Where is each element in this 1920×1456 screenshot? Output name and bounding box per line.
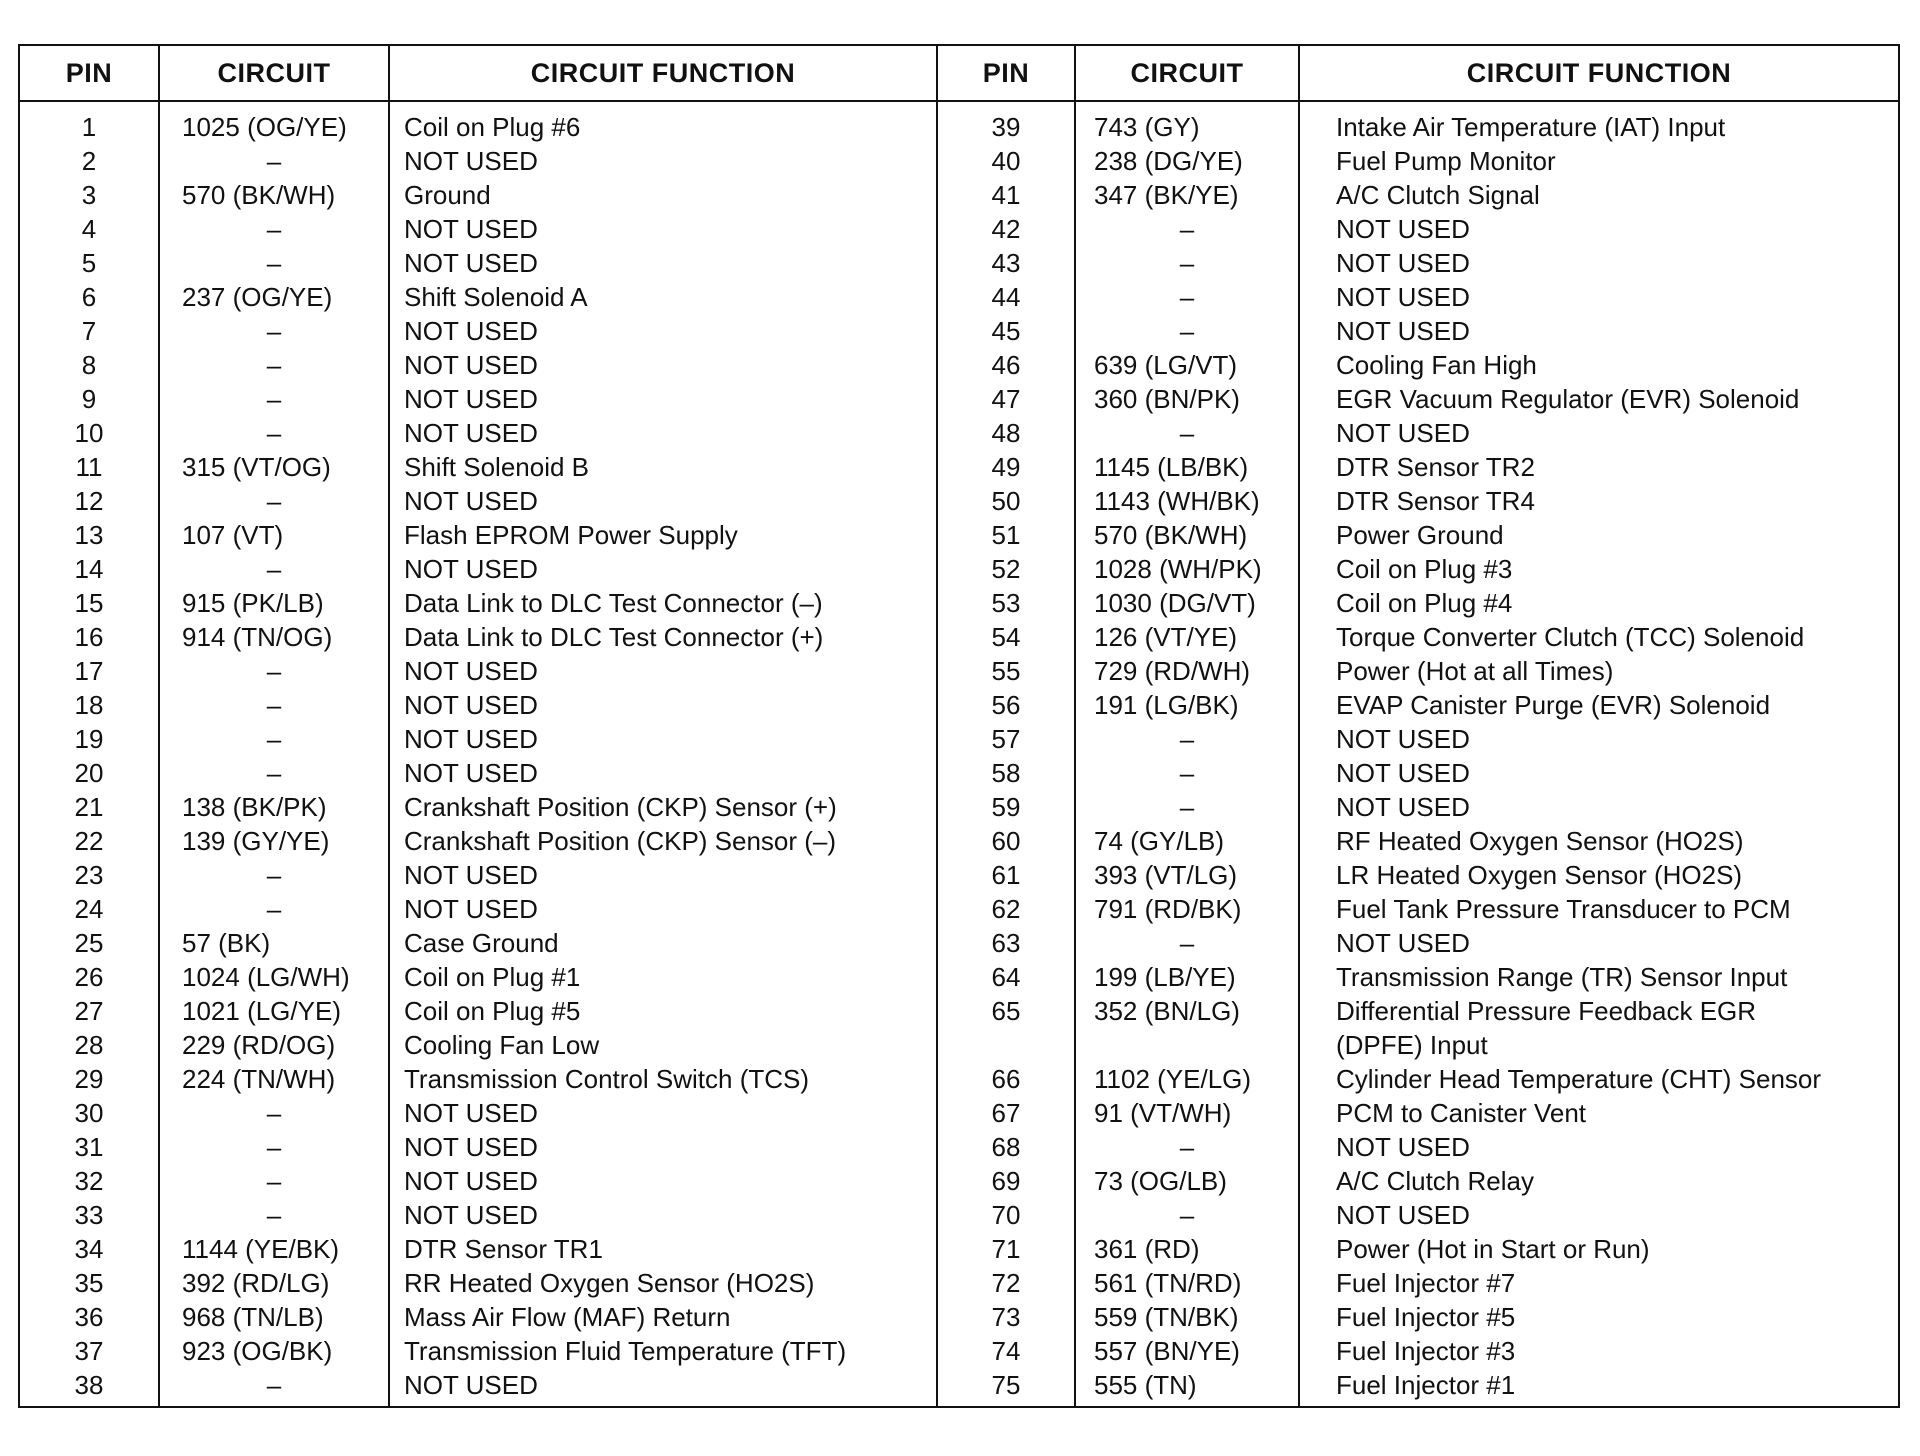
table-row <box>20 1232 1898 1266</box>
pin-cell: 51 <box>991 520 1021 550</box>
circuit-cell: 570 (BK/WH) <box>182 180 336 210</box>
pin-cell: 5 <box>81 248 97 278</box>
circuit-cell: – <box>266 248 282 278</box>
header-pin-right: PIN <box>982 57 1030 88</box>
function-cell: DTR Sensor TR2 <box>1336 452 1535 482</box>
circuit-cell: – <box>266 418 282 448</box>
table-row <box>20 246 1898 280</box>
pin-cell: 2 <box>81 146 97 176</box>
pin-cell: 69 <box>991 1166 1021 1196</box>
circuit-cell: – <box>266 486 282 516</box>
pin-cell: 10 <box>74 418 104 448</box>
function-cell: NOT USED <box>404 656 538 686</box>
function-cell: Fuel Injector #5 <box>1336 1302 1516 1332</box>
header-function-left: CIRCUIT FUNCTION <box>530 57 796 88</box>
circuit-cell: – <box>1179 316 1195 346</box>
function-cell: Power Ground <box>1336 520 1504 550</box>
function-cell: Transmission Control Switch (TCS) <box>404 1064 810 1094</box>
pin-cell: 7 <box>81 316 97 346</box>
function-cell: EGR Vacuum Regulator (EVR) Solenoid <box>1336 384 1800 414</box>
pin-cell: 72 <box>991 1268 1021 1298</box>
table-row <box>20 960 1898 994</box>
circuit-cell: – <box>266 690 282 720</box>
function-cell: NOT USED <box>404 418 538 448</box>
circuit-cell: – <box>266 724 282 754</box>
pin-cell: 34 <box>74 1234 104 1264</box>
function-cell: NOT USED <box>404 1098 538 1128</box>
circuit-cell: 1145 (LB/BK) <box>1094 452 1249 482</box>
circuit-cell: 1024 (LG/WH) <box>182 962 350 992</box>
pin-cell: 46 <box>991 350 1021 380</box>
function-cell: NOT USED <box>1336 1200 1470 1230</box>
pin-cell: 32 <box>74 1166 104 1196</box>
pin-cell: 14 <box>74 554 104 584</box>
circuit-cell: 557 (BN/YE) <box>1094 1336 1240 1366</box>
circuit-cell: 570 (BK/WH) <box>1094 520 1248 550</box>
function-cell: NOT USED <box>1336 418 1470 448</box>
table-row <box>20 790 1898 824</box>
header-pin-left: PIN <box>65 57 113 88</box>
pin-cell: 4 <box>81 214 97 244</box>
pin-cell: 65 <box>991 996 1021 1026</box>
circuit-cell: – <box>1179 1200 1195 1230</box>
function-cell: NOT USED <box>404 758 538 788</box>
function-cell: A/C Clutch Relay <box>1336 1166 1534 1196</box>
function-cell: Differential Pressure Feedback EGR <box>1336 996 1757 1026</box>
circuit-cell: 791 (RD/BK) <box>1094 894 1242 924</box>
table-row <box>20 1368 1898 1402</box>
table-row <box>20 348 1898 382</box>
pin-cell: 59 <box>991 792 1021 822</box>
circuit-cell: – <box>1179 418 1195 448</box>
pin-cell: 56 <box>991 690 1021 720</box>
function-cell: Coil on Plug #1 <box>404 962 581 992</box>
circuit-cell: 1143 (WH/BK) <box>1094 486 1260 516</box>
function-cell: Torque Converter Clutch (TCC) Solenoid <box>1336 622 1805 652</box>
pin-cell: 61 <box>991 860 1021 890</box>
circuit-cell: 224 (TN/WH) <box>182 1064 336 1094</box>
pin-cell: 40 <box>991 146 1021 176</box>
circuit-cell: – <box>1179 282 1195 312</box>
pin-cell <box>938 1028 1074 1062</box>
function-cell: Data Link to DLC Test Connector (–) <box>404 588 823 618</box>
pin-cell: 71 <box>991 1234 1021 1264</box>
circuit-cell: 1028 (WH/PK) <box>1094 554 1262 584</box>
function-cell: NOT USED <box>1336 792 1470 822</box>
pin-cell: 50 <box>991 486 1021 516</box>
pin-cell: 54 <box>991 622 1021 652</box>
function-cell: NOT USED <box>404 146 538 176</box>
circuit-cell: – <box>266 316 282 346</box>
table-row <box>20 382 1898 416</box>
function-cell: Coil on Plug #6 <box>404 112 581 142</box>
table-row <box>20 1028 1898 1062</box>
table-row <box>20 654 1898 688</box>
function-cell: Power (Hot in Start or Run) <box>1336 1234 1650 1264</box>
circuit-cell: 229 (RD/OG) <box>182 1030 336 1060</box>
pin-cell: 43 <box>991 248 1021 278</box>
circuit-cell: 237 (OG/YE) <box>182 282 333 312</box>
header-function-right: CIRCUIT FUNCTION <box>1466 57 1732 88</box>
circuit-cell: – <box>266 214 282 244</box>
pin-cell: 39 <box>991 112 1021 142</box>
function-cell: PCM to Canister Vent <box>1336 1098 1586 1128</box>
circuit-cell: 1025 (OG/YE) <box>182 112 347 142</box>
circuit-cell: – <box>266 758 282 788</box>
function-cell: NOT USED <box>404 486 538 516</box>
pin-cell: 75 <box>991 1370 1021 1400</box>
function-cell: A/C Clutch Signal <box>1336 180 1540 210</box>
table-row <box>20 280 1898 314</box>
table-row <box>20 688 1898 722</box>
pin-cell: 9 <box>81 384 97 414</box>
pin-cell: 63 <box>991 928 1021 958</box>
function-cell: Shift Solenoid B <box>404 452 590 482</box>
table-row <box>20 178 1898 212</box>
circuit-cell: – <box>1179 248 1195 278</box>
pin-cell: 70 <box>991 1200 1021 1230</box>
pin-cell: 57 <box>991 724 1021 754</box>
circuit-cell: 73 (OG/LB) <box>1094 1166 1227 1196</box>
pin-cell: 53 <box>991 588 1021 618</box>
circuit-cell: 393 (VT/LG) <box>1094 860 1238 890</box>
function-cell: DTR Sensor TR4 <box>1336 486 1535 516</box>
table-row <box>20 858 1898 892</box>
table-row <box>20 892 1898 926</box>
function-cell: DTR Sensor TR1 <box>404 1234 603 1264</box>
pin-cell: 15 <box>74 588 104 618</box>
function-cell: Fuel Injector #7 <box>1336 1268 1516 1298</box>
function-cell: Cylinder Head Temperature (CHT) Sensor <box>1336 1064 1822 1094</box>
pin-cell: 36 <box>74 1302 104 1332</box>
pin-cell: 52 <box>991 554 1021 584</box>
circuit-cell: – <box>1179 214 1195 244</box>
pin-cell: 37 <box>74 1336 104 1366</box>
function-cell: Data Link to DLC Test Connector (+) <box>404 622 824 652</box>
pin-cell: 11 <box>75 452 103 482</box>
header-divider <box>20 100 1898 102</box>
function-cell: Intake Air Temperature (IAT) Input <box>1336 112 1726 142</box>
circuit-cell: 1144 (YE/BK) <box>182 1234 340 1264</box>
circuit-cell: 57 (BK) <box>182 928 271 958</box>
table-row <box>20 1300 1898 1334</box>
function-cell: NOT USED <box>404 1200 538 1230</box>
circuit-cell: 361 (RD) <box>1094 1234 1200 1264</box>
pin-cell: 25 <box>74 928 104 958</box>
header-circuit-right: CIRCUIT <box>1130 57 1244 88</box>
table-row <box>20 212 1898 246</box>
function-cell: NOT USED <box>404 316 538 346</box>
function-cell: NOT USED <box>404 894 538 924</box>
pin-cell: 26 <box>74 962 104 992</box>
function-cell: LR Heated Oxygen Sensor (HO2S) <box>1336 860 1743 890</box>
pin-cell: 3 <box>81 180 97 210</box>
pin-cell: 33 <box>74 1200 104 1230</box>
table-row <box>20 552 1898 586</box>
circuit-cell: 360 (BN/PK) <box>1094 384 1240 414</box>
circuit-cell: 915 (PK/LB) <box>182 588 324 618</box>
circuit-cell: 555 (TN) <box>1094 1370 1197 1400</box>
circuit-cell: 107 (VT) <box>182 520 284 550</box>
pin-cell: 45 <box>991 316 1021 346</box>
circuit-cell: 352 (BN/LG) <box>1094 996 1240 1026</box>
function-cell: NOT USED <box>404 1370 538 1400</box>
function-cell: EVAP Canister Purge (EVR) Solenoid <box>1336 690 1771 720</box>
function-cell: RR Heated Oxygen Sensor (HO2S) <box>404 1268 815 1298</box>
table-row <box>20 722 1898 756</box>
circuit-cell: – <box>266 554 282 584</box>
function-cell: NOT USED <box>1336 214 1470 244</box>
function-cell: (DPFE) Input <box>1336 1030 1488 1060</box>
pin-cell: 28 <box>74 1030 104 1060</box>
function-cell: Fuel Tank Pressure Transducer to PCM <box>1336 894 1791 924</box>
function-cell: Crankshaft Position (CKP) Sensor (–) <box>404 826 837 856</box>
circuit-cell: – <box>266 656 282 686</box>
pin-cell: 21 <box>74 792 104 822</box>
circuit-cell: 238 (DG/YE) <box>1094 146 1243 176</box>
pin-cell: 49 <box>991 452 1021 482</box>
circuit-cell: 914 (TN/OG) <box>182 622 333 652</box>
pin-cell: 58 <box>991 758 1021 788</box>
circuit-cell: 392 (RD/LG) <box>182 1268 330 1298</box>
function-cell: NOT USED <box>404 384 538 414</box>
function-cell: Fuel Injector #3 <box>1336 1336 1516 1366</box>
pin-cell: 30 <box>74 1098 104 1128</box>
table-row <box>20 756 1898 790</box>
function-cell: NOT USED <box>404 214 538 244</box>
pin-cell: 68 <box>991 1132 1021 1162</box>
function-cell: NOT USED <box>1336 1132 1470 1162</box>
function-cell: NOT USED <box>404 248 538 278</box>
circuit-cell: 968 (TN/LB) <box>182 1302 324 1332</box>
circuit-cell: 1102 (YE/LG) <box>1094 1064 1252 1094</box>
pin-cell: 66 <box>991 1064 1021 1094</box>
pin-cell: 48 <box>991 418 1021 448</box>
table-row <box>20 1164 1898 1198</box>
circuit-cell: 639 (LG/VT) <box>1094 350 1238 380</box>
table-row <box>20 1096 1898 1130</box>
circuit-cell: 74 (GY/LB) <box>1094 826 1225 856</box>
function-cell: Ground <box>404 180 491 210</box>
table-row <box>20 1266 1898 1300</box>
circuit-cell: 191 (LG/BK) <box>1094 690 1239 720</box>
function-cell: Coil on Plug #5 <box>404 996 581 1026</box>
circuit-cell: 315 (VT/OG) <box>182 452 331 482</box>
function-cell: Fuel Pump Monitor <box>1336 146 1556 176</box>
circuit-cell: – <box>266 146 282 176</box>
circuit-cell: 126 (VT/YE) <box>1094 622 1238 652</box>
circuit-cell: – <box>266 1098 282 1128</box>
function-cell: NOT USED <box>404 860 538 890</box>
pin-cell: 8 <box>81 350 97 380</box>
function-cell: NOT USED <box>1336 316 1470 346</box>
right-rows <box>20 110 1898 1402</box>
table-row <box>20 824 1898 858</box>
function-cell: NOT USED <box>404 554 538 584</box>
header-circuit-left: CIRCUIT <box>217 57 331 88</box>
table-row <box>20 620 1898 654</box>
table-row <box>20 110 1898 144</box>
function-cell: Coil on Plug #3 <box>1336 554 1513 584</box>
pin-cell: 62 <box>991 894 1021 924</box>
function-cell: NOT USED <box>1336 928 1470 958</box>
function-cell: Crankshaft Position (CKP) Sensor (+) <box>404 792 837 822</box>
circuit-cell: 561 (TN/RD) <box>1094 1268 1242 1298</box>
function-cell: Shift Solenoid A <box>404 282 588 312</box>
pin-cell: 24 <box>74 894 104 924</box>
function-cell: Transmission Range (TR) Sensor Input <box>1336 962 1788 992</box>
circuit-cell: – <box>266 384 282 414</box>
pin-cell: 13 <box>74 520 104 550</box>
function-cell: RF Heated Oxygen Sensor (HO2S) <box>1336 826 1744 856</box>
circuit-cell: – <box>266 860 282 890</box>
pin-cell: 41 <box>991 180 1021 210</box>
function-cell: Coil on Plug #4 <box>1336 588 1513 618</box>
circuit-cell: 1030 (DG/VT) <box>1094 588 1256 618</box>
pin-cell: 19 <box>74 724 104 754</box>
function-cell: NOT USED <box>404 690 538 720</box>
function-cell: NOT USED <box>404 350 538 380</box>
pin-cell: 47 <box>991 384 1021 414</box>
pin-cell: 6 <box>81 282 97 312</box>
pin-cell: 27 <box>74 996 104 1026</box>
pin-cell: 74 <box>991 1336 1021 1366</box>
function-cell: NOT USED <box>404 724 538 754</box>
circuit-cell: 743 (GY) <box>1094 112 1200 142</box>
pin-table <box>18 44 1900 1408</box>
pin-cell: 17 <box>74 656 104 686</box>
circuit-cell: – <box>266 1166 282 1196</box>
circuit-cell: 199 (LB/YE) <box>1094 962 1236 992</box>
circuit-cell: 923 (OG/BK) <box>182 1336 333 1366</box>
function-cell: NOT USED <box>404 1166 538 1196</box>
pin-cell: 35 <box>74 1268 104 1298</box>
table-row <box>20 144 1898 178</box>
table-row <box>20 1130 1898 1164</box>
circuit-cell: 138 (BK/PK) <box>182 792 327 822</box>
circuit-cell: – <box>1179 724 1195 754</box>
circuit-cell: – <box>1179 758 1195 788</box>
table-row <box>20 314 1898 348</box>
circuit-cell: 347 (BK/YE) <box>1094 180 1239 210</box>
table-row <box>20 416 1898 450</box>
circuit-cell: – <box>266 350 282 380</box>
table-row <box>20 450 1898 484</box>
pin-cell: 1 <box>81 112 97 142</box>
pin-cell: 22 <box>74 826 104 856</box>
pin-cell: 20 <box>74 758 104 788</box>
function-cell: Power (Hot at all Times) <box>1336 656 1614 686</box>
table-row <box>20 1334 1898 1368</box>
function-cell: Cooling Fan Low <box>404 1030 600 1060</box>
pin-cell: 38 <box>74 1370 104 1400</box>
pin-cell: 55 <box>991 656 1021 686</box>
circuit-cell: – <box>266 1200 282 1230</box>
pin-cell: 12 <box>74 486 104 516</box>
function-cell: NOT USED <box>1336 724 1470 754</box>
circuit-cell: 139 (GY/YE) <box>182 826 330 856</box>
pin-cell: 44 <box>991 282 1021 312</box>
circuit-cell: – <box>1179 1132 1195 1162</box>
table-row <box>20 586 1898 620</box>
function-cell: Case Ground <box>404 928 559 958</box>
pin-cell: 60 <box>991 826 1021 856</box>
function-cell: Mass Air Flow (MAF) Return <box>404 1302 731 1332</box>
pin-cell: 29 <box>74 1064 104 1094</box>
table-row <box>20 926 1898 960</box>
function-cell: Fuel Injector #1 <box>1336 1370 1516 1400</box>
function-cell: NOT USED <box>1336 282 1470 312</box>
table-row <box>20 518 1898 552</box>
function-cell: NOT USED <box>404 1132 538 1162</box>
pin-cell: 64 <box>991 962 1021 992</box>
table-row <box>20 1198 1898 1232</box>
function-cell: NOT USED <box>1336 758 1470 788</box>
function-cell: NOT USED <box>1336 248 1470 278</box>
table-row <box>20 1062 1898 1096</box>
function-cell: Transmission Fluid Temperature (TFT) <box>404 1336 847 1366</box>
function-cell: Flash EPROM Power Supply <box>404 520 738 550</box>
pin-cell: 73 <box>991 1302 1021 1332</box>
circuit-cell: 559 (TN/BK) <box>1094 1302 1239 1332</box>
function-cell: Cooling Fan High <box>1336 350 1537 380</box>
circuit-cell: – <box>266 1132 282 1162</box>
circuit-cell: – <box>266 1370 282 1400</box>
pin-cell: 42 <box>991 214 1021 244</box>
pin-cell: 16 <box>74 622 104 652</box>
pin-cell: 31 <box>74 1132 104 1162</box>
circuit-cell: 729 (RD/WH) <box>1094 656 1251 686</box>
circuit-cell: – <box>1179 792 1195 822</box>
circuit-cell: – <box>1179 928 1195 958</box>
table-row <box>20 484 1898 518</box>
pin-cell: 18 <box>74 690 104 720</box>
circuit-cell: – <box>266 894 282 924</box>
circuit-cell: 91 (VT/WH) <box>1094 1098 1232 1128</box>
pin-cell: 23 <box>74 860 104 890</box>
circuit-cell: 1021 (LG/YE) <box>182 996 341 1026</box>
table-row <box>20 994 1898 1028</box>
pin-cell: 67 <box>991 1098 1021 1128</box>
